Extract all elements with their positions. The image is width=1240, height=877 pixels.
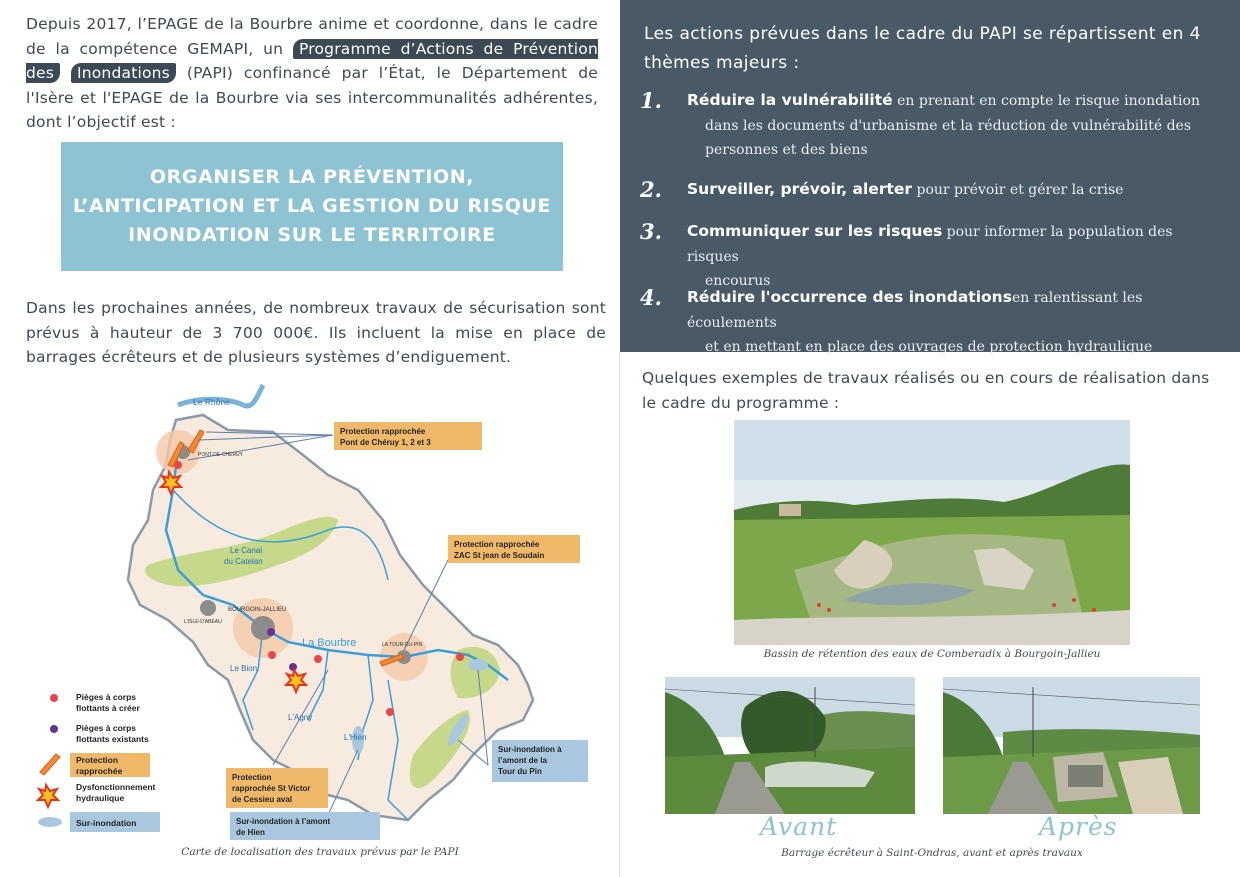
label-rhone: Le Rhône — [193, 397, 230, 407]
theme-4 — [640, 285, 1230, 355]
intro-highlight-2: Inondations — [71, 63, 176, 83]
theme-3-desc-1: pour informer la population des risques — [687, 224, 1173, 265]
intro-text-before: Depuis 2017, l’EPAGE de la Bourbre anime et coordonne, dans le cadre de la compétence GEMAPI, un — [26, 15, 598, 58]
theme-1-number: 1. — [640, 88, 662, 113]
callout-zac-line1: Protection rapprochée — [454, 540, 540, 549]
callout-st-victor — [226, 768, 328, 808]
legend-protection-icon — [40, 754, 60, 775]
map-caption: Carte de localisation des travaux prévus par le PAPI — [181, 846, 459, 858]
papi-works-map — [28, 380, 588, 840]
label-tour-du-pin: LA TOUR-DU-PIN — [382, 642, 423, 648]
legend-trap-create-icon — [50, 694, 58, 702]
territory-shape — [128, 415, 533, 820]
callout-tour-du-pin — [492, 740, 588, 782]
trap-to-create — [268, 651, 276, 659]
intro-text-after: (PAPI) confinancé par l’État, le Département de l'Isère et l'EPAGE de la Bourbre via ses intercommunalités adhérentes, dont l’objectif est : — [26, 64, 598, 131]
objective-banner — [61, 142, 563, 271]
label-canal: Le Canal — [230, 546, 263, 555]
theme-4-heading: Réduire l'occurrence des inondations — [687, 288, 1012, 306]
legend-prot-1: Protection — [76, 755, 119, 765]
callout-zac — [448, 535, 580, 563]
works-paragraph: Dans les prochaines années, de nombreux travaux de sécurisation sont prévus à hauteur de 3 700 000€. Ils incluent la mise en place de barrages écrêteurs et de plusieurs systèmes d’endiguement. — [26, 299, 606, 366]
legend-dysf-1: Dysfonctionnement — [76, 782, 156, 792]
label-bourbre: La Bourbre — [302, 637, 357, 649]
legend-sur-inondation-icon — [38, 817, 62, 827]
label-pont-de-cheruy: PONT-DE-CHERUY — [198, 452, 244, 458]
theme-1-desc-2: dans les documents d'urbanisme et la réduction de vulnérabilité des — [705, 117, 1192, 134]
legend-prot-2: rapprochée — [76, 766, 123, 776]
theme-2-number: 2. — [640, 177, 662, 202]
photo-apres — [943, 677, 1200, 814]
theme-2-desc-1: pour prévoir et gérer la crise — [912, 182, 1124, 198]
label-bourgoin: BOURGOIN-JALLIEU — [228, 607, 287, 613]
map-legend — [38, 692, 160, 832]
trap-existing — [267, 628, 275, 636]
callout-hien — [230, 812, 380, 840]
label-canal-2: du Catelan — [224, 557, 263, 566]
callout-pont-cheruy — [334, 422, 482, 450]
photo-retention-basin — [734, 420, 1130, 645]
theme-2-heading: Surveiller, prévoir, alerter — [687, 180, 913, 198]
theme-3-number: 3. — [640, 219, 662, 244]
intro-highlight-1: Programme d’Actions de Prévention des — [26, 39, 598, 82]
themes-panel — [620, 0, 1240, 355]
callout-tour-line3: Tour du Pin — [498, 767, 542, 776]
trap-existing — [289, 663, 297, 671]
photo-2-3-caption: Barrage écrêteur à Saint-Ondras, avant et après travaux — [781, 847, 1083, 859]
theme-4-desc-1: en ralentissant les écoulements — [687, 290, 1143, 331]
sur-inondation-tour — [468, 659, 488, 671]
callout-pont-cheruy-line1: Protection rapprochée — [340, 427, 426, 436]
callout-st-victor-line3: de Cessieu aval — [232, 795, 293, 804]
theme-1-heading: Réduire la vulnérabilité — [687, 91, 893, 109]
callout-hien-line2: de Hien — [236, 828, 265, 837]
callout-pont-cheruy-line2: Pont de Chéruy 1, 2 et 3 — [340, 438, 431, 447]
town-bourgoin — [251, 616, 275, 640]
legend-create-1: Pièges à corps — [76, 692, 137, 702]
legend-dysf-2: hydraulique — [76, 793, 125, 803]
legend-sur: Sur-inondation — [76, 818, 137, 828]
label-avant: Avant — [760, 812, 838, 841]
theme-4-number: 4. — [640, 285, 662, 310]
theme-3-heading: Communiquer sur les risques — [687, 222, 943, 240]
callout-st-victor-line2: rapprochée St Victor — [232, 784, 311, 793]
theme-1-desc-1: en prenant en compte le risque inondation — [892, 93, 1200, 109]
trap-to-create — [456, 653, 464, 661]
label-hien: L'Hien — [344, 733, 367, 742]
legend-exist-2: flottants existants — [76, 734, 149, 744]
themes-panel-title: Les actions prévues dans le cadre du PAPI se répartissent en 4 thèmes majeurs : — [644, 24, 1201, 73]
label-apres: Après — [1039, 812, 1118, 841]
callout-st-victor-line1: Protection — [232, 773, 272, 782]
photo-avant — [665, 677, 915, 814]
objective-banner-text: ORGANISER LA PRÉVENTION, L’ANTICIPATION ET LA GESTION DU RISQUE INONDATION SUR LE TERRITOIRE — [72, 166, 552, 246]
theme-3 — [640, 219, 1230, 289]
theme-3-desc-2: encourus — [705, 273, 771, 289]
legend-exist-1: Pièges à corps — [76, 723, 137, 733]
theme-2 — [640, 177, 1230, 205]
town-isle-abeau — [200, 600, 216, 616]
theme-4-desc-2: et en mettant en place des ouvrages de protection hydraulique — [705, 339, 1153, 355]
theme-1 — [640, 88, 1230, 160]
label-isle-abeau: L'ISLE-D'ABEAU — [184, 619, 222, 625]
label-bion: Le Bion — [230, 664, 258, 673]
photo-1-caption: Bassin de rétention des eaux de Comberadix à Bourgoin-Jallieu — [763, 648, 1101, 660]
right-page — [620, 0, 1240, 877]
trap-to-create — [386, 708, 394, 716]
callout-tour-line1: Sur-inondation à — [498, 745, 562, 754]
legend-dysfunction-icon — [38, 785, 58, 807]
label-agny: L'Agny — [288, 713, 313, 722]
legend-trap-exist-icon — [50, 725, 58, 733]
callout-hien-line1: Sur-inondation à l’amont — [236, 817, 331, 826]
legend-create-2: flottants à créer — [76, 703, 140, 713]
theme-1-desc-3: personnes et des biens — [705, 142, 868, 158]
trap-to-create — [314, 655, 322, 663]
callout-tour-line2: l’amont de la — [498, 756, 547, 765]
intro-paragraph — [26, 12, 598, 135]
examples-title: Quelques exemples de travaux réalisés ou en cours de réalisation dans le cadre du programme : — [642, 369, 1210, 412]
callout-zac-line2: ZAC St jean de Soudain — [454, 551, 545, 560]
